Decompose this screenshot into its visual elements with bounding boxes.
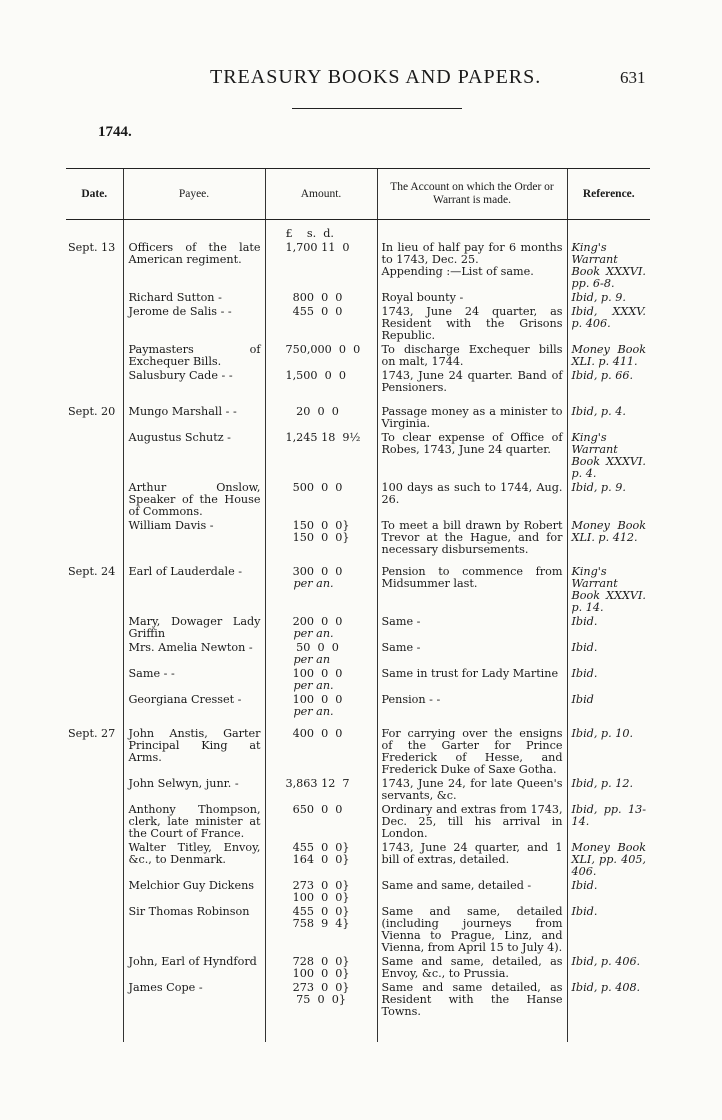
row-amount [265,842,377,880]
column-header-reference: Reference. [567,169,650,220]
row-reference: Ibid [567,694,650,720]
row-account [377,558,567,616]
row-account [377,778,567,804]
row-payee: Jerome de Salis - - [123,306,265,344]
account-text: 1743, June 24 quarter, and 1 bill of extras, detailed. [381,841,563,866]
row-amount [265,880,377,906]
amount-value: 300 0 0 [285,565,343,578]
table-row [66,842,650,880]
row-account [377,720,567,778]
row-date [66,906,123,956]
amount-value: 100 0 0 [285,667,343,680]
amount-value: 800 0 0 [285,291,343,304]
account-text: For carrying over the ensigns of the Garter for Prince Frederick of Hesse, and Frederick Duke of Saxe Gotha. [381,727,563,776]
row-account [377,242,567,292]
row-date [66,880,123,906]
row-payee: John Selwyn, junr. - [123,778,265,804]
row-amount [265,482,377,520]
row-date: Sept. 27 [68,727,116,740]
row-payee: Paymasters of Exchequer Bills. [123,344,265,370]
row-reference: Ibid, p. 9. [567,482,650,520]
account-text: To meet a bill drawn by Robert Trevor at the Hague, and for necessary disbursements. [381,519,563,556]
row-payee: Augustus Schutz - [123,432,265,482]
row-account [377,306,567,344]
account-text: 1743, June 24 quarter, as Resident with the Grisons Republic. [381,305,563,342]
row-date: Sept. 20 [68,405,116,418]
row-date [66,694,123,720]
row-payee: Anthony Thompson, clerk, late minister at the Court of France. [123,804,265,842]
amount-value: 20 0 0 [285,405,339,418]
row-payee: John Anstis, Garter Principal King at Arms. [123,720,265,778]
row-amount [265,778,377,804]
account-text: Passage money as a minister to Virginia. [381,405,563,430]
currency-header: £ s. d. [265,220,377,243]
row-reference: King's Warrant Book XXXVI. p. 4. [567,432,650,482]
row-reference: Ibid, p. 12. [567,778,650,804]
row-reference: Ibid, p. 9. [567,292,650,306]
row-payee: Richard Sutton - [123,292,265,306]
table-row [66,616,650,642]
account-text: Royal bounty - [381,291,464,304]
row-amount [265,668,377,694]
row-date [66,778,123,804]
amount-value: 1,245 18 9½ [285,431,361,444]
row-account [377,432,567,482]
row-amount [265,520,377,558]
account-appending: Appending :—List of same. [381,265,534,278]
per-annum-note: per an. [293,705,334,718]
account-text: 1743, June 24, for late Queen's servants, &c. [381,777,563,802]
table-row [66,306,650,344]
row-account [377,956,567,982]
account-text: Same and same, detailed - [381,879,532,892]
row-account [377,520,567,558]
account-text: Pension - - [381,693,441,706]
row-reference: Ibid. [567,616,650,642]
row-reference: Ibid. [567,668,650,694]
account-text: To clear expense of Office of Robes, 1743, June 24 quarter. [381,431,563,456]
row-account [377,906,567,956]
row-amount [265,370,377,396]
amount-value: 500 0 0 [285,481,343,494]
account-text: Same and same detailed, as Resident with the Hanse Towns. [381,981,563,1018]
amount-value: 750,000 0 0 [285,343,361,356]
row-amount [265,982,377,1020]
account-text: 1743, June 24 quarter. Band of Pensioners. [381,369,563,394]
row-payee: William Davis - [123,520,265,558]
row-reference: Ibid, p. 10. [567,720,650,778]
row-date [66,482,123,520]
amount-value: 728 0 0} 100 0 0} [292,955,350,980]
table-row [66,668,650,694]
amount-value: 455 0 0} 758 9 4} [292,905,350,930]
row-date [66,520,123,558]
table-row [66,242,650,292]
row-payee: Salusbury Cade - - [123,370,265,396]
table-row [66,694,650,720]
row-date [66,432,123,482]
header-rule [292,108,462,109]
row-amount [265,694,377,720]
row-reference: Money Book XLI. p. 412. [567,520,650,558]
per-annum-note: per an [293,653,331,666]
table-header-row [66,169,650,220]
row-account [377,804,567,842]
row-payee: Sir Thomas Robinson [123,906,265,956]
per-annum-note: per an. [293,627,334,640]
amount-value: 400 0 0 [285,727,343,740]
row-account [377,668,567,694]
row-payee: James Cope - [123,982,265,1020]
row-date: Sept. 24 [68,565,116,578]
row-amount [265,616,377,642]
row-reference: Ibid, pp. 13-14. [567,804,650,842]
row-date [66,292,123,306]
column-header-amount: Amount. [265,169,377,220]
account-text: To discharge Exchequer bills on malt, 1744. [381,343,563,368]
column-header-date: Date. [66,169,123,220]
row-reference: Money Book XLI, pp. 405, 406. [567,842,650,880]
row-account [377,396,567,432]
table-row [66,880,650,906]
row-reference: Ibid, p. 66. [567,370,650,396]
row-date [66,370,123,396]
amount-value: 150 0 0} 150 0 0} [292,519,350,544]
row-date [66,956,123,982]
amount-value: 455 0 0} 164 0 0} [292,841,350,866]
amount-value: 50 0 0 [285,641,339,654]
row-account [377,880,567,906]
row-date [66,344,123,370]
running-head: TREASURY BOOKS AND PAPERS. [210,66,542,88]
table-row [66,804,650,842]
row-payee: Mungo Marshall - - [123,396,265,432]
table-row [66,482,650,520]
row-reference: Ibid, p. 4. [567,396,650,432]
row-reference: Ibid, p. 408. [567,982,650,1020]
row-payee: Walter Titley, Envoy, &c., to Denmark. [123,842,265,880]
amount-value: 273 0 0} 75 0 0} [292,981,350,1006]
column-header-payee: Payee. [123,169,265,220]
table-row [66,982,650,1020]
table-row [66,292,650,306]
row-payee: Georgiana Cresset - [123,694,265,720]
table-row [66,778,650,804]
account-text: Same in trust for Lady Martine [381,667,559,680]
row-account [377,370,567,396]
row-amount [265,906,377,956]
table-row [66,432,650,482]
table-row [66,956,650,982]
row-amount [265,242,377,292]
account-text: Same - [381,641,421,654]
row-payee: Earl of Lauderdale - [123,558,265,616]
row-payee: Officers of the late American regiment. [123,242,265,292]
row-reference: Ibid, p. 406. [567,956,650,982]
row-account [377,642,567,668]
amount-value: 200 0 0 [285,615,343,628]
per-annum-note: per an. [293,679,334,692]
page-number: 631 [620,68,646,87]
row-amount [265,344,377,370]
row-amount [265,396,377,432]
row-account [377,982,567,1020]
table-row [66,396,650,432]
table-row [66,370,650,396]
row-amount [265,804,377,842]
account-text: In lieu of half pay for 6 months to 1743, Dec. 25. [381,241,563,266]
per-annum-note: per an. [293,577,334,590]
row-payee: Mary, Dowager Lady Griffin [123,616,265,642]
row-payee: John, Earl of Hyndford [123,956,265,982]
row-amount [265,558,377,616]
row-amount [265,292,377,306]
account-text: Ordinary and extras from 1743, Dec. 25, till his arrival in London. [381,803,563,840]
row-date [66,306,123,344]
row-reference: Ibid, XXXV. p. 406. [567,306,650,344]
row-date [66,668,123,694]
row-amount [265,720,377,778]
row-reference: Ibid. [567,906,650,956]
table-row [66,906,650,956]
row-reference: Money Book XLI. p. 411. [567,344,650,370]
table-row [66,558,650,616]
year-heading: 1744. [98,124,132,140]
amount-value: 273 0 0} 100 0 0} [292,879,350,904]
account-text: Same - [381,615,421,628]
row-date [66,804,123,842]
row-date [66,982,123,1020]
table-row [66,520,650,558]
row-account [377,694,567,720]
amount-value: 455 0 0 [285,305,343,318]
row-date [66,842,123,880]
account-text: 100 days as such to 1744, Aug. 26. [381,481,563,506]
row-reference: Ibid. [567,880,650,906]
row-account [377,842,567,880]
row-reference: Ibid. [567,642,650,668]
payments-table [66,168,650,1042]
account-text: Same and same, detailed (including journeys from Vienna to Prague, Linz, and Vienna, from April 15 to July 4). [381,905,563,954]
account-text: Same and same, detailed, as Envoy, &c., to Prussia. [381,955,563,980]
row-amount [265,306,377,344]
table-end-row [66,1020,650,1042]
row-amount [265,642,377,668]
row-payee: Mrs. Amelia Newton - [123,642,265,668]
row-date [66,642,123,668]
row-payee: Arthur Onslow, Speaker of the House of Commons. [123,482,265,520]
amount-value: 650 0 0 [285,803,343,816]
row-reference: King's Warrant Book XXXVI. pp. 6-8. [567,242,650,292]
row-account [377,344,567,370]
amount-value: 1,500 0 0 [285,369,346,382]
column-header-account: The Account on which the Order or Warrant is made. [377,169,567,220]
account-text: Pension to commence from Midsummer last. [381,565,563,590]
row-account [377,616,567,642]
row-payee: Melchior Guy Dickens [123,880,265,906]
table-row [66,642,650,668]
table-row [66,344,650,370]
row-date [66,616,123,642]
amount-value: 1,700 11 0 [285,241,350,254]
table-row [66,720,650,778]
row-amount [265,432,377,482]
amount-value: 100 0 0 [285,693,343,706]
amount-value: 3,863 12 7 [285,777,350,790]
row-account [377,292,567,306]
row-payee: Same - - [123,668,265,694]
row-amount [265,956,377,982]
row-date: Sept. 13 [68,241,116,254]
row-account [377,482,567,520]
row-reference: King's Warrant Book XXXVI. p. 14. [567,558,650,616]
